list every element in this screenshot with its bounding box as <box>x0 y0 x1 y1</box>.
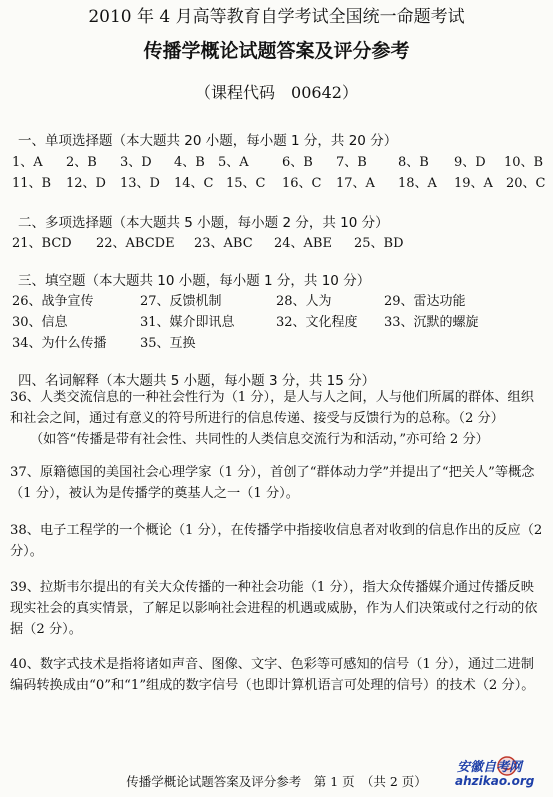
answer-40: 40、数字式技术是指将诸如声音、图像、文字、色彩等可感知的信号（1 分），通过二进制编码转换成由“0”和“1”组成的数字信号（也即计算机语言可处理的信号）的技术（2 分）。 <box>10 657 535 693</box>
answer-38: 38、电子工程学的一个概论（1 分），在传播学中指接收信息者对收到的信息作出的反应（2 分）。 <box>10 523 543 559</box>
answer-16: 16、C <box>282 176 322 191</box>
section3-answer-row-2 <box>12 311 542 329</box>
answer-14: 14、C <box>174 176 214 191</box>
answer-9: 9、D <box>454 155 486 170</box>
section2-heading: 二、多项选择题（本大题共 5 小题，每小题 2 分，共 10 分） <box>18 215 389 231</box>
answer-7: 7、B <box>336 155 367 170</box>
answer-4: 4、B <box>174 155 205 170</box>
section4-heading: 四、名词解释（本大题共 5 小题，每小题 3 分，共 15 分） <box>18 373 376 389</box>
answer-34: 34、为什么传播 <box>12 336 107 351</box>
answer-19: 19、A <box>454 176 493 191</box>
answer-21: 21、BCD <box>12 236 72 251</box>
exam-title: 2010 年 4 月高等教育自学考试全国统一命题考试 <box>88 7 465 27</box>
section3-answer-row-1 <box>12 290 542 308</box>
answer-33: 33、沉默的螺旋 <box>384 315 479 330</box>
watermark-line-2: ahzikao.org <box>455 774 535 788</box>
answer-29: 29、雷达功能 <box>384 294 466 309</box>
answer-18: 18、A <box>398 176 437 191</box>
section3-answer-row-3 <box>12 332 542 350</box>
document-title: 传播学概论试题答案及评分参考 <box>143 40 410 62</box>
section3-heading: 三、填空题（本大题共 10 小题，每小题 1 分，共 10 分） <box>18 273 371 289</box>
answer-17: 17、A <box>336 176 375 191</box>
answer-2: 2、B <box>66 155 97 170</box>
section1-heading: 一、单项选择题（本大题共 20 小题，每小题 1 分，共 20 分） <box>18 133 398 149</box>
answer-37: 37、原籍德国的美国社会心理学家（1 分），首创了“群体动力学”并提出了“把关人”等概念（1 分），被认为是传播学的奠基人之一（1 分）。 <box>10 465 535 501</box>
course-code: （课程代码 00642） <box>195 83 358 102</box>
answer-8: 8、B <box>398 155 429 170</box>
answer-1: 1、A <box>12 155 43 170</box>
answer-3: 3、D <box>120 155 152 170</box>
answer-13: 13、D <box>120 176 160 191</box>
answer-26: 26、战争宣传 <box>12 294 94 309</box>
section1-answer-row-2 <box>12 172 546 191</box>
answer-39: 39、拉斯韦尔提出的有关大众传播的一种社会功能（1 分），指大众传播媒介通过传播反映现实社会的真实情景，了解足以影响社会进程的机遇或威胁，作为人们决策或付之行动的依据（2 分）。 <box>10 580 538 637</box>
answer-15: 15、C <box>226 176 266 191</box>
watermark-line-1: 安徽自考网 <box>457 760 523 775</box>
answer-36-note: （如答“传播是带有社会性、共同性的人类信息交流行为和活动，”亦可给 2 分） <box>30 432 489 447</box>
answer-28: 28、人为 <box>276 294 332 309</box>
answer-32: 32、文化程度 <box>276 315 358 330</box>
answer-6: 6、B <box>282 155 313 170</box>
answer-24: 24、ABE <box>274 236 332 251</box>
answer-31: 31、媒介即讯息 <box>140 315 235 330</box>
answer-12: 12、D <box>66 176 106 191</box>
site-watermark-logo <box>455 756 550 794</box>
answer-27: 27、反馈机制 <box>140 294 222 309</box>
answer-36: 36、人类交流信息的一种社会性行为（1 分），是人与人之间，人与他们所属的群体、组织和社会之间，通过有意义的符号所进行的信息传递、接受与反馈行为的总称。（2 分） <box>10 390 534 426</box>
answer-10: 10、B <box>504 155 544 170</box>
answer-11: 11、B <box>12 176 52 191</box>
answer-30: 30、信息 <box>12 315 68 330</box>
answer-25: 25、BD <box>354 236 404 251</box>
section2-answer-row <box>12 232 542 250</box>
answer-5: 5、A <box>218 155 249 170</box>
section1-answer-row-1 <box>12 151 542 169</box>
answer-22: 22、ABCDE <box>96 236 175 251</box>
answer-35: 35、互换 <box>140 336 196 351</box>
answer-20: 20、C <box>506 176 546 191</box>
answer-23: 23、ABC <box>194 236 253 251</box>
page-footer: 传播学概论试题答案及评分参考 第 1 页 （共 2 页） <box>126 774 427 789</box>
